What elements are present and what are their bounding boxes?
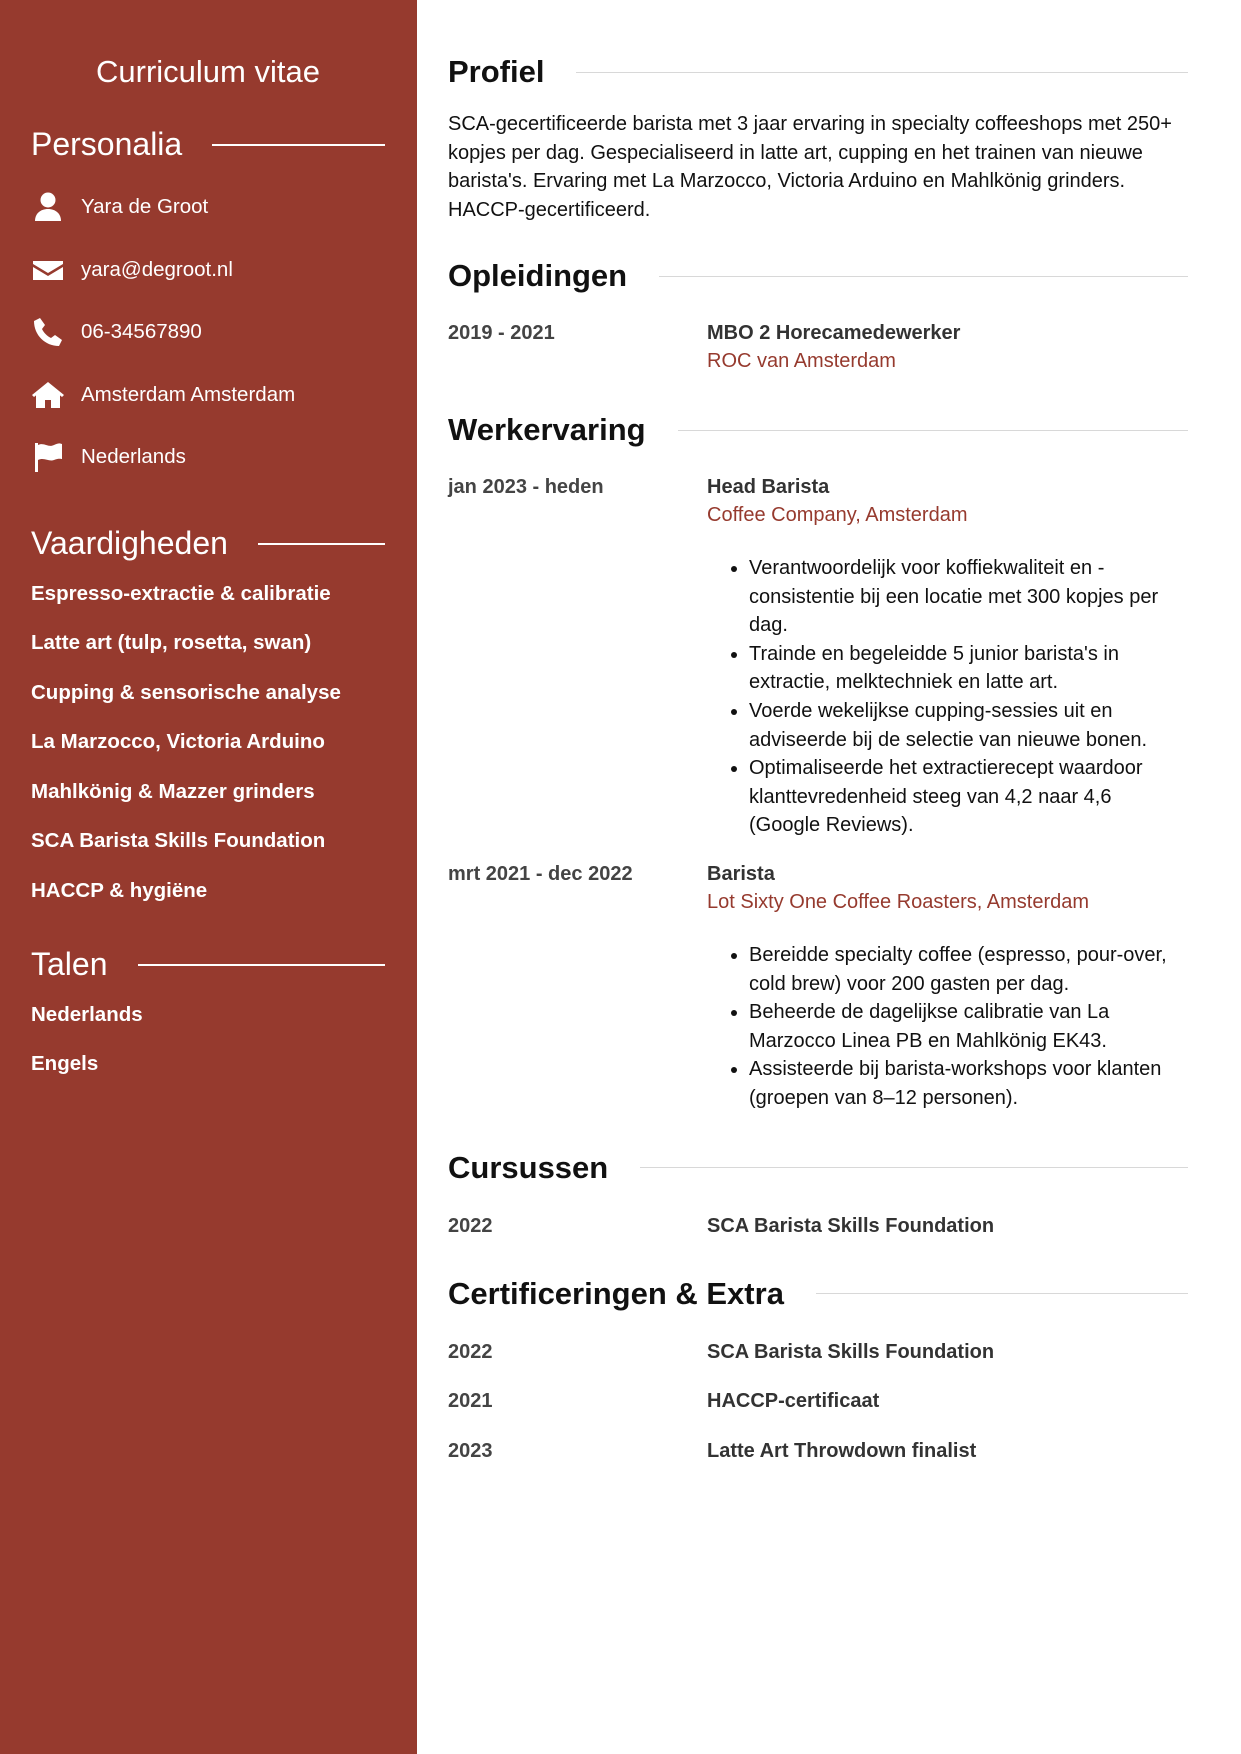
education-heading-text: Opleidingen: [448, 258, 628, 293]
contact-name: [31, 176, 385, 239]
contact-address: [31, 364, 385, 427]
entry-title: MBO 2 Horecamedewerker: [707, 322, 961, 344]
profile-heading: [448, 52, 1188, 92]
skill-item: SCA Barista Skills Foundation: [31, 829, 326, 852]
certifications-heading: [448, 1274, 1188, 1314]
home-icon: [31, 378, 65, 412]
contact-nationality: [31, 426, 385, 489]
course-entry: [448, 1212, 1188, 1240]
bullet-item: • Trainde en begeleidde 5 junior barista's in extractie, melktechniek en latte art.: [749, 640, 1188, 697]
contact-list: [31, 176, 385, 489]
envelope-icon: [31, 253, 65, 287]
entry-date: 2022: [448, 1340, 493, 1363]
profile-heading-text: Profiel: [448, 54, 545, 89]
work-heading-text: Werkervaring: [448, 412, 646, 447]
personalia-heading: [31, 124, 385, 164]
languages-heading: [31, 944, 385, 984]
education-section: [448, 256, 1188, 376]
entry-org: Lot Sixty One Coffee Roasters, Amsterdam: [707, 890, 1090, 913]
skill-item: Espresso-extractie & calibratie: [31, 581, 331, 605]
contact-nationality-text: Nederlands: [81, 445, 186, 469]
entry-date: 2023: [448, 1439, 493, 1462]
personalia-heading-text: Personalia: [31, 126, 183, 162]
courses-heading-text: Cursussen: [448, 1149, 609, 1185]
flag-icon: [31, 440, 65, 474]
certification-entry: [448, 1338, 1188, 1366]
entry-title: HACCP-certificaat: [707, 1390, 880, 1412]
certification-entry: [448, 1437, 1188, 1465]
cv-title: Curriculum vitae: [96, 54, 320, 89]
skill-item: HACCP & hygiëne: [31, 878, 208, 902]
skill-item: La Marzocco, Victoria Arduino: [31, 730, 325, 753]
education-heading: [448, 256, 1188, 296]
contact-phone: [31, 301, 385, 364]
skill-item: Mahlkönig & Mazzer grinders: [31, 779, 315, 803]
contact-name-text: Yara de Groot: [81, 195, 209, 219]
skills-heading: [31, 523, 385, 563]
bullet-item: • Assisteerde bij barista-workshops voor klanten (groepen van 8–12 personen).: [749, 1055, 1188, 1112]
courses-section: [448, 1148, 1188, 1240]
language-item: Engels: [31, 1052, 99, 1075]
heading-rule: [138, 964, 386, 966]
heading-rule: [659, 276, 1188, 277]
heading-rule: [258, 543, 385, 545]
bullet-list: [707, 941, 1188, 1113]
bullet-item: • Verantwoordelijk voor koffiekwaliteit en -consistentie bij een locatie met 300 kopjes per dag.: [749, 554, 1188, 640]
certification-entry: [448, 1387, 1188, 1415]
bullet-item: • Bereidde specialty coffee (espresso, pour-over, cold brew) voor 200 gasten per dag.: [749, 941, 1188, 998]
certifications-heading-text: Certificeringen & Extra: [448, 1275, 784, 1311]
bullet-item: • Optimaliseerde het extractierecept waardoor klanttevredenheid steeg van 4,2 naar 4,6 (Google Reviews).: [749, 754, 1188, 840]
contact-phone-text[interactable]: 06-34567890: [81, 320, 202, 344]
profile-text: SCA-gecertificeerde barista met 3 jaar ervaring in specialty coffeeshops met 250+ kopjes per dag. Gespecialiseerd in latte art, cupping en het trainen van nieuwe barista's. Ervaring met La Marzocco, Victoria Arduino en Mahlkönig grinders. HACCP-gecertificeerd.: [448, 113, 1172, 221]
entry-date: 2022: [448, 1214, 493, 1237]
work-entry: [448, 860, 1188, 1113]
education-entry: [448, 319, 1188, 376]
language-list: [31, 1002, 385, 1078]
skill-item: Cupping & sensorische analyse: [31, 680, 341, 704]
phone-icon: [31, 315, 65, 349]
entry-title: Head Barista: [707, 476, 830, 498]
bullet-item: • Beheerde de dagelijkse calibratie van La Marzocco Linea PB en Mahlkönig EK43.: [749, 998, 1188, 1055]
skill-list: [31, 581, 385, 904]
heading-rule: [640, 1167, 1188, 1168]
heading-rule: [816, 1293, 1188, 1294]
heading-rule: [576, 72, 1188, 73]
skill-item: Latte art (tulp, rosetta, swan): [31, 631, 312, 654]
entry-date: 2019 - 2021: [448, 322, 555, 344]
entry-title: SCA Barista Skills Foundation: [707, 1340, 995, 1363]
entry-date: 2021: [448, 1390, 493, 1412]
contact-address-text: Amsterdam Amsterdam: [81, 382, 296, 406]
work-heading: [448, 410, 1188, 450]
entry-title: Latte Art Throwdown finalist: [707, 1439, 977, 1462]
main-content: [448, 0, 1188, 1486]
courses-heading: [448, 1148, 1188, 1188]
profile-section: [448, 52, 1188, 224]
heading-rule: [212, 144, 385, 146]
entry-org: ROC van Amsterdam: [707, 350, 896, 372]
work-section: [448, 410, 1188, 1113]
bullet-item: • Voerde wekelijkse cupping-sessies uit en adviseerde bij de selectie van nieuwe bonen.: [749, 697, 1188, 754]
entry-title: SCA Barista Skills Foundation: [707, 1214, 995, 1237]
user-icon: [31, 190, 65, 224]
entry-title: Barista: [707, 862, 775, 885]
entry-org: Coffee Company, Amsterdam: [707, 504, 968, 526]
language-item: Nederlands: [31, 1002, 143, 1026]
contact-email-text[interactable]: yara@degroot.nl: [81, 257, 233, 281]
heading-rule: [678, 430, 1188, 431]
bullet-list: [707, 554, 1188, 840]
entry-date: jan 2023 - heden: [448, 476, 604, 498]
certifications-section: [448, 1274, 1188, 1465]
skills-heading-text: Vaardigheden: [31, 524, 228, 561]
contact-email: [31, 239, 385, 302]
entry-date: mrt 2021 - dec 2022: [448, 862, 633, 885]
work-entry: [448, 473, 1188, 840]
sidebar: [0, 0, 417, 1754]
languages-heading-text: Talen: [31, 945, 108, 982]
